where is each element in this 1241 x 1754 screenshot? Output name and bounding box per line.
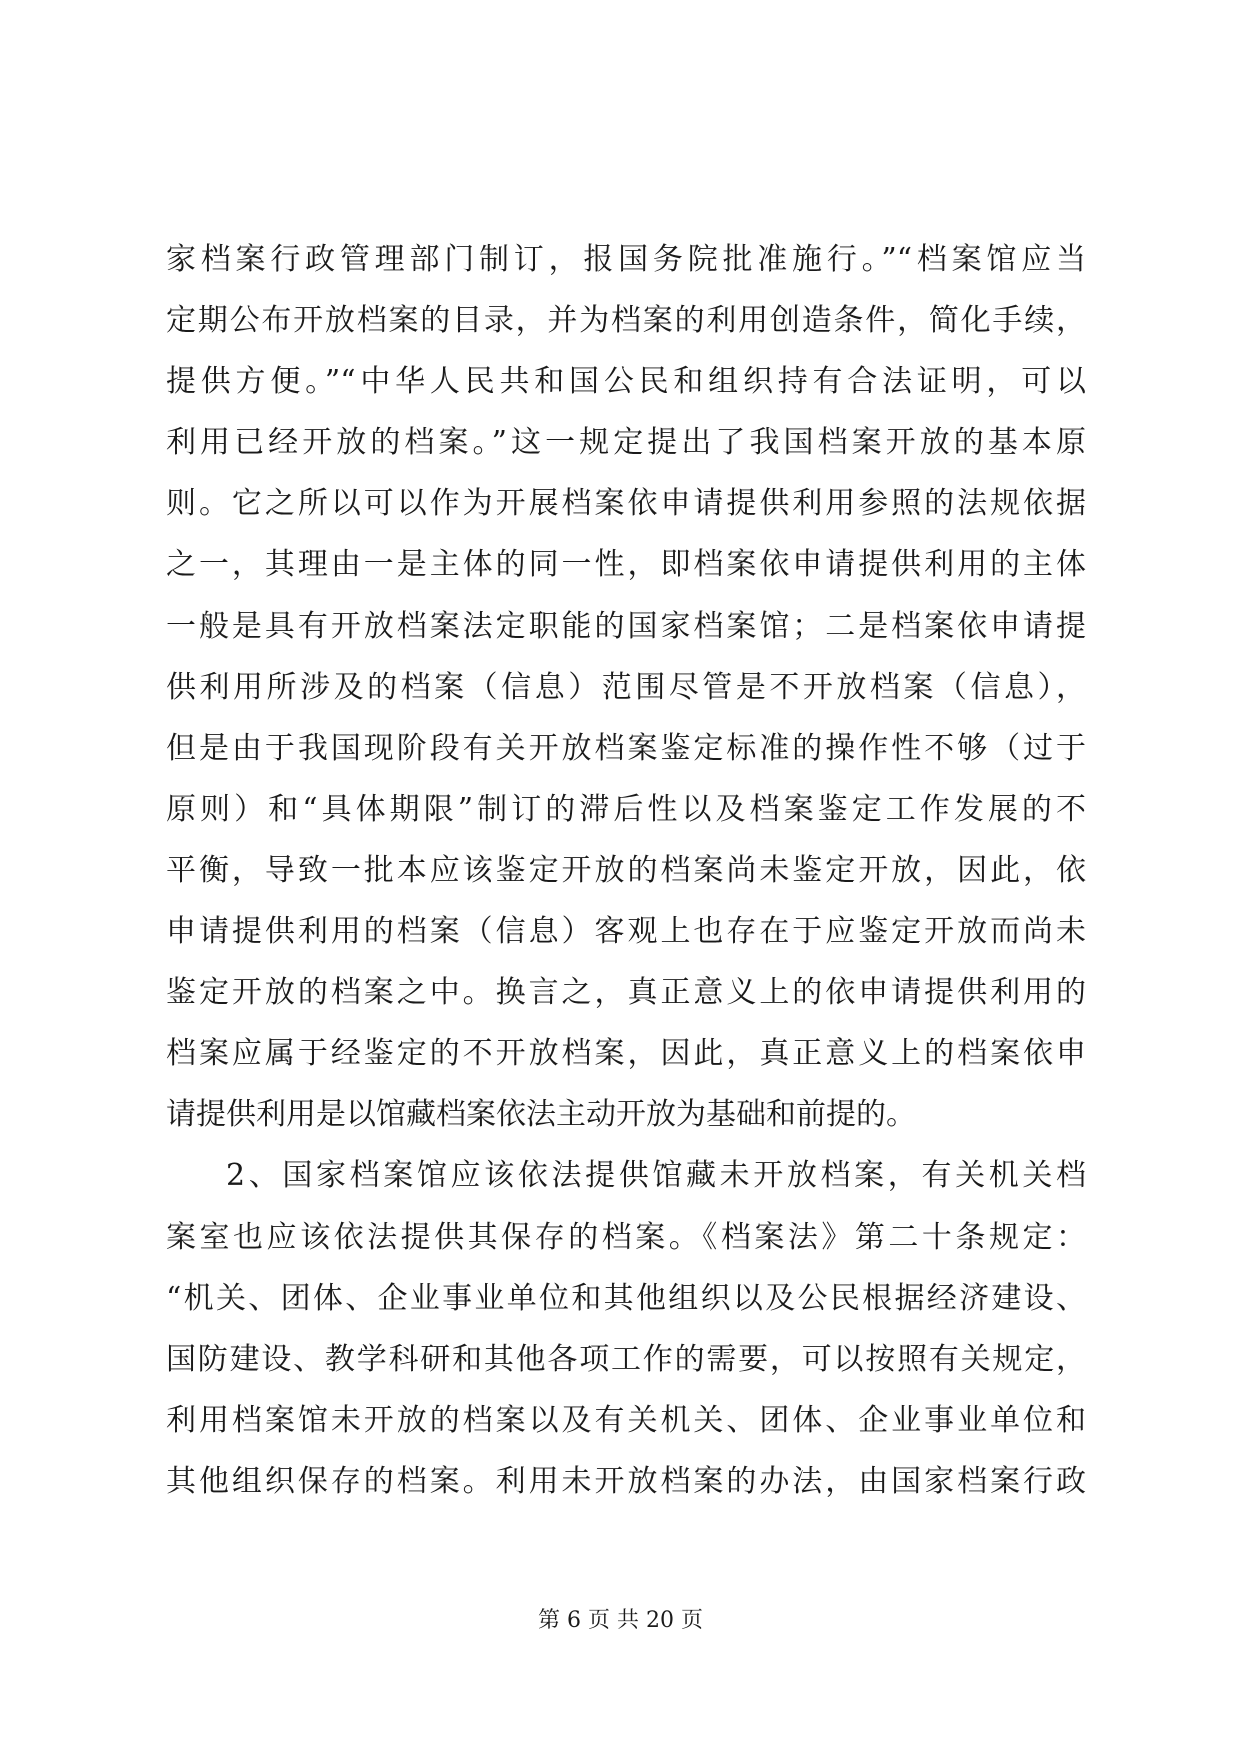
text-line: 定期公布开放档案的目录，并为档案的利用创造条件，简化手续， — [166, 303, 1086, 339]
text-line: 但是由于我国现阶段有关开放档案鉴定标准的操作性不够（过于 — [166, 730, 1086, 766]
text-line: 平衡，导致一批本应该鉴定开放的档案尚未鉴定开放，因此，依 — [166, 852, 1086, 888]
text-line: 则。它之所以可以作为开展档案依申请提供利用参照的法规依据 — [166, 486, 1086, 522]
text-line: 提供方便。”“中华人民共和国公民和组织持有合法证明，可以 — [166, 364, 1086, 400]
text-line: 档案应属于经鉴定的不开放档案，因此，真正意义上的档案依申 — [166, 1036, 1086, 1072]
text-line: 国防建设、教学科研和其他各项工作的需要，可以按照有关规定， — [166, 1341, 1086, 1377]
text-line: 一般是具有开放档案法定职能的国家档案馆；二是档案依申请提 — [166, 608, 1086, 644]
text-line: 案室也应该依法提供其保存的档案。《档案法》第二十条规定： — [166, 1219, 1086, 1255]
text-line: 之一，其理由一是主体的同一性，即档案依申请提供利用的主体 — [166, 547, 1086, 583]
text-line: 利用档案馆未开放的档案以及有关机关、团体、企业事业单位和 — [166, 1402, 1086, 1438]
text-line: 请提供利用是以馆藏档案依法主动开放为基础和前提的。 — [166, 1097, 916, 1133]
text-line: 其他组织保存的档案。利用未开放档案的办法，由国家档案行政 — [166, 1463, 1086, 1499]
text-line: 2、国家档案馆应该依法提供馆藏未开放档案，有关机关档 — [226, 1158, 1086, 1194]
text-line: 申请提供利用的档案（信息）客观上也存在于应鉴定开放而尚未 — [166, 914, 1086, 950]
page-footer: 第 6 页 共 20 页 — [538, 1608, 703, 1633]
text-line: 鉴定开放的档案之中。换言之，真正意义上的依申请提供利用的 — [166, 975, 1086, 1011]
text-line: 供利用所涉及的档案（信息）范围尽管是不开放档案（信息）， — [166, 669, 1086, 705]
body-text — [166, 229, 1086, 1512]
text-line: 家档案行政管理部门制订，报国务院批准施行。”“档案馆应当 — [166, 242, 1086, 277]
text-line: 原则）和“具体期限”制订的滞后性以及档案鉴定工作发展的不 — [166, 791, 1086, 827]
text-line: 利用已经开放的档案。”这一规定提出了我国档案开放的基本原 — [166, 425, 1086, 461]
text-line: “机关、团体、企业事业单位和其他组织以及公民根据经济建设、 — [166, 1280, 1086, 1316]
